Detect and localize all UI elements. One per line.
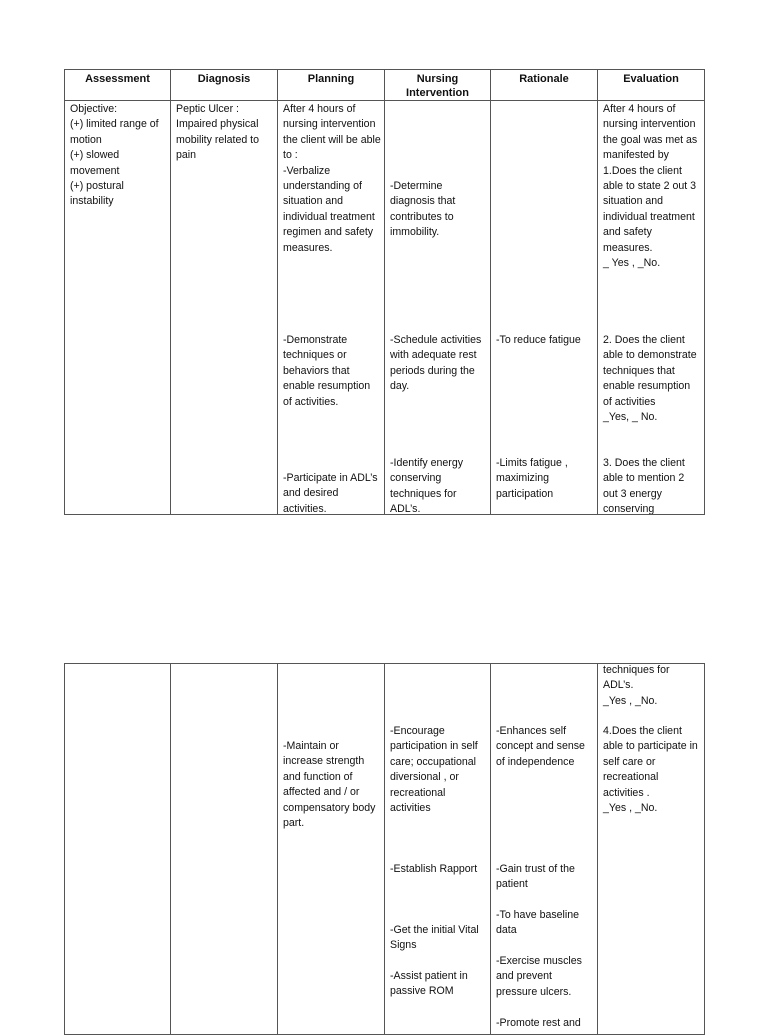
evaluation-item-3-cont: techniques for ADL’s. _Yes , _No. xyxy=(603,664,670,707)
planning-cell xyxy=(278,101,385,515)
intervention-item-2: -Schedule activities with adequate rest periods during the day. xyxy=(390,334,482,393)
header-row xyxy=(65,70,705,101)
planning-cell xyxy=(278,664,385,1035)
diagnosis-text: Peptic Ulcer : Impaired physical mobility related to pain xyxy=(176,103,260,162)
care-plan-table-page-1 xyxy=(64,69,705,515)
rationale-item-4: -Gain trust of the patient xyxy=(496,863,575,891)
evaluation-item-3: 3. Does the client able to mention 2 out 3 energy conserving xyxy=(603,457,685,514)
planning-goal-2: -Demonstrate techniques or behaviors that enable resumption of activities. xyxy=(283,334,371,408)
assessment-cell xyxy=(65,664,171,1035)
header-rationale: Rationale xyxy=(491,70,598,101)
rationale-item-7: -Promote rest and xyxy=(496,1017,581,1029)
evaluation-item-1: After 4 hours of nursing intervention the goal was met as manifested by 1.Does the client able to state 2 out 3 situation and individual treatment and safety measures. _ Yes , _No. xyxy=(603,103,698,270)
intervention-item-4: -Encourage participation in self care; occupational diversional , or recreational activities xyxy=(390,725,478,815)
content-row xyxy=(65,664,705,1035)
diagnosis-cell xyxy=(171,664,278,1035)
assessment-text: Objective: (+) limited range of motion (+) slowed movement (+) postural instability xyxy=(70,103,159,208)
rationale-item-5: -To have baseline data xyxy=(496,909,580,937)
header-evaluation: Evaluation xyxy=(598,70,705,101)
intervention-item-7: -Assist patient in passive ROM xyxy=(390,970,468,998)
header-assessment: Assessment xyxy=(65,70,171,101)
diagnosis-cell xyxy=(171,101,278,515)
content-row xyxy=(65,101,705,515)
intervention-item-5: -Establish Rapport xyxy=(390,863,478,875)
evaluation-item-2: 2. Does the client able to demonstrate techniques that enable resumption of activities _Yes, _ No. xyxy=(603,334,697,424)
planning-goal-4: -Maintain or increase strength and function of affected and / or compensatory body part. xyxy=(283,740,376,830)
intervention-item-3: -Identify energy conserving techniques for ADL’s. xyxy=(390,457,464,514)
header-nursing-intervention: Nursing Intervention xyxy=(385,70,491,101)
rationale-item-2: -Limits fatigue , maximizing participation xyxy=(496,457,568,500)
care-plan-table-page-2 xyxy=(64,663,705,1035)
intervention-item-6: -Get the initial Vital Signs xyxy=(390,924,479,952)
rationale-cell xyxy=(491,664,598,1035)
planning-goal-3: -Participate in ADL’s and desired activities. xyxy=(283,472,378,514)
rationale-item-6: -Exercise muscles and prevent pressure ulcers. xyxy=(496,955,582,998)
intervention-cell xyxy=(385,101,491,515)
header-planning: Planning xyxy=(278,70,385,101)
assessment-cell xyxy=(65,101,171,515)
evaluation-cell xyxy=(598,101,705,515)
rationale-item-3: -Enhances self concept and sense of independence xyxy=(496,725,585,768)
rationale-cell xyxy=(491,101,598,515)
evaluation-item-4: 4.Does the client able to participate in self care or recreational activities . _Yes , _No. xyxy=(603,725,698,815)
header-diagnosis: Diagnosis xyxy=(171,70,278,101)
evaluation-cell xyxy=(598,664,705,1035)
intervention-cell xyxy=(385,664,491,1035)
planning-goal-1: After 4 hours of nursing intervention the client will be able to : -Verbalize understanding of situation and individual treatment regimen and safety measures. xyxy=(283,103,381,254)
intervention-item-1: -Determine diagnosis that contributes to immobility. xyxy=(390,180,456,239)
rationale-item-1: -To reduce fatigue xyxy=(496,334,581,346)
